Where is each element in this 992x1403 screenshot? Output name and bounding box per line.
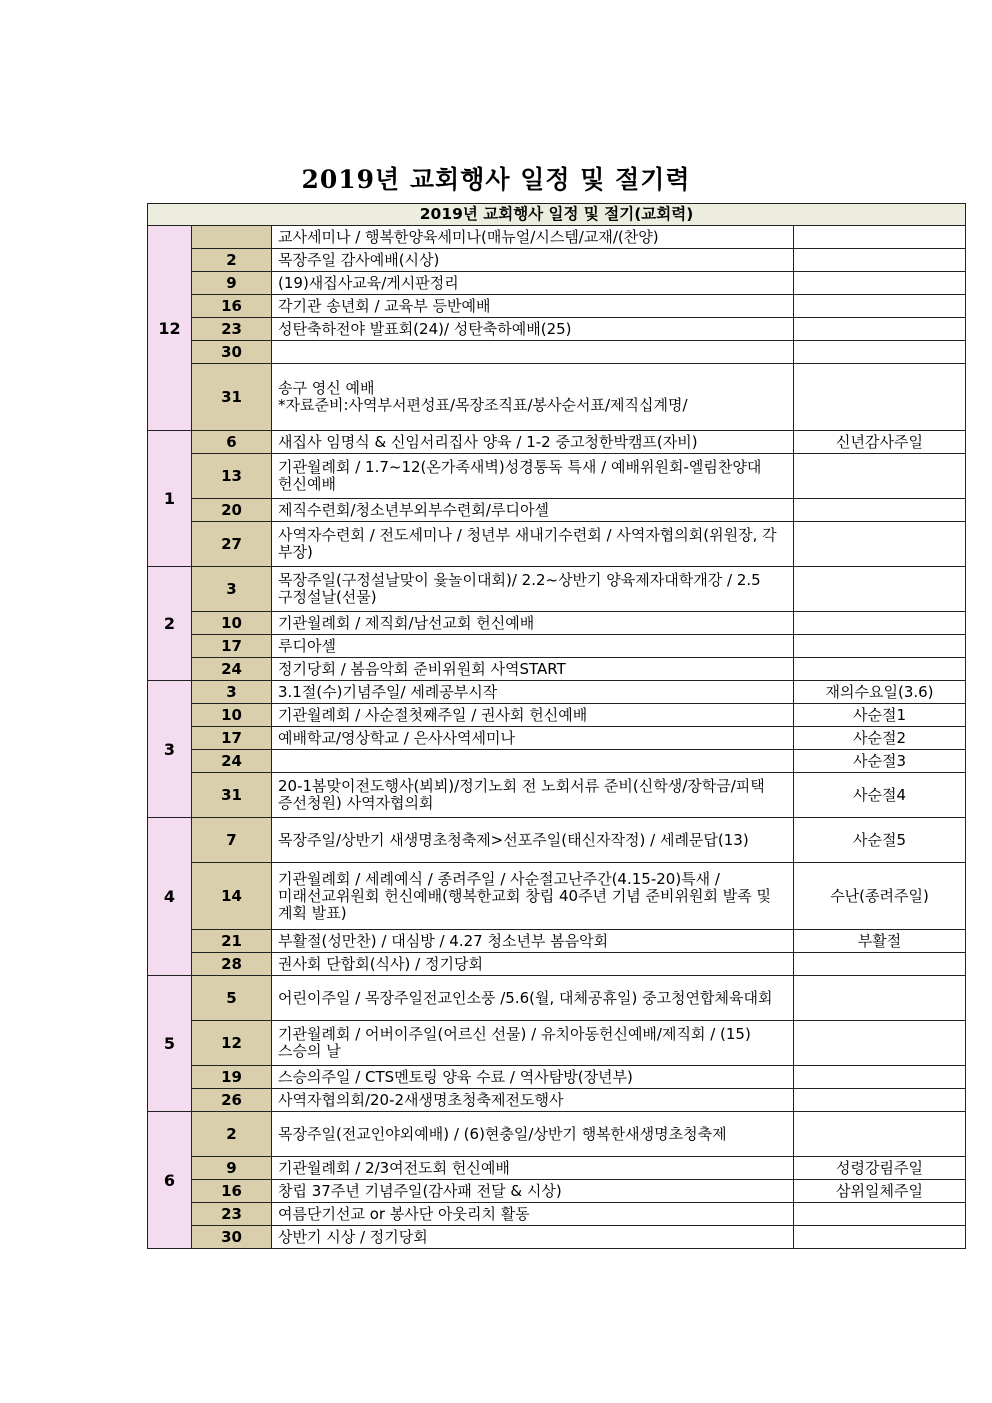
day-cell: 31 [192,364,272,431]
event-cell: 사역자협의회/20-2새생명초청축제전도행사 [272,1089,794,1112]
event-cell: 부활절(성만찬) / 대심방 / 4.27 청소년부 봄음악회 [272,930,794,953]
event-cell: 상반기 시상 / 정기당회 [272,1226,794,1249]
table-row [148,431,966,454]
event-cell: 루디아셀 [272,635,794,658]
table-row [148,953,966,976]
month-cell: 5 [148,976,192,1112]
table-row [148,1066,966,1089]
day-cell: 12 [192,1021,272,1066]
liturgical-note-cell [794,499,966,522]
event-cell [272,750,794,773]
liturgical-note-cell: 사순절5 [794,818,966,863]
schedule-table [147,203,966,1249]
event-cell: (19)새집사교육/게시판정리 [272,272,794,295]
liturgical-note-cell: 부활절 [794,930,966,953]
liturgical-note-cell [794,364,966,431]
event-cell: 여름단기선교 or 봉사단 아웃리치 활동 [272,1203,794,1226]
event-cell: 기관월례회 / 2/3여전도회 헌신예배 [272,1157,794,1180]
day-cell: 31 [192,773,272,818]
liturgical-note-cell [794,976,966,1021]
liturgical-note-cell [794,341,966,364]
liturgical-note-cell: 사순절2 [794,727,966,750]
day-cell: 23 [192,318,272,341]
month-cell: 12 [148,226,192,431]
liturgical-note-cell [794,1021,966,1066]
event-cell: 기관월례회 / 사순절첫째주일 / 권사회 헌신예배 [272,704,794,727]
month-cell: 2 [148,567,192,681]
event-cell: 기관월례회 / 1.7~12(온가족새벽)성경통독 특새 / 예배위원회-엘림찬양대 헌신예배 [272,454,794,499]
event-cell: 송구 영신 예배 *자료준비:사역부서편성표/목장조직표/봉사순서표/제직십계명/ [272,364,794,431]
liturgical-note-cell [794,567,966,612]
day-cell: 26 [192,1089,272,1112]
day-cell: 3 [192,567,272,612]
event-cell: 기관월례회 / 어버이주일(어르신 선물) / 유치아동헌신예배/제직회 / (15)스승의 날 [272,1021,794,1066]
table-row [148,226,966,249]
liturgical-note-cell [794,1203,966,1226]
day-cell: 24 [192,750,272,773]
day-cell: 9 [192,1157,272,1180]
day-cell: 17 [192,635,272,658]
day-cell: 24 [192,658,272,681]
event-cell: 기관월례회 / 세례예식 / 종려주일 / 사순절고난주간(4.15-20)특새 / 미래선교위원회 헌신예배(행복한교회 창립 40주년 기념 준비위원회 발족 및 계획 발표) [272,863,794,930]
table-row [148,818,966,863]
day-cell: 16 [192,295,272,318]
day-cell: 3 [192,681,272,704]
table-row [148,295,966,318]
liturgical-note-cell: 성령강림주일 [794,1157,966,1180]
event-cell: 사역자수련회 / 전도세미나 / 청년부 새내기수련회 / 사역자협의회(위원장, 각 부장) [272,522,794,567]
table-row [148,522,966,567]
event-cell [272,341,794,364]
event-cell: 목장주일/상반기 새생명초청축제>선포주일(태신자작정) / 세례문답(13) [272,818,794,863]
liturgical-note-cell [794,635,966,658]
liturgical-note-cell [794,658,966,681]
day-cell: 17 [192,727,272,750]
month-cell: 6 [148,1112,192,1249]
event-cell: 각기관 송년회 / 교육부 등반예배 [272,295,794,318]
liturgical-note-cell [794,1066,966,1089]
day-cell: 27 [192,522,272,567]
table-row [148,318,966,341]
table-row [148,1021,966,1066]
day-cell: 14 [192,863,272,930]
table-row [148,612,966,635]
liturgical-note-cell [794,522,966,567]
day-cell: 10 [192,612,272,635]
table-row [148,976,966,1021]
day-cell: 28 [192,953,272,976]
liturgical-note-cell: 삼위일체주일 [794,1180,966,1203]
table-row [148,750,966,773]
liturgical-note-cell [794,318,966,341]
liturgical-note-cell: 재의수요일(3.6) [794,681,966,704]
event-cell: 목장주일(전교인야외예배) / (6)현충일/상반기 행복한새생명초청축제 [272,1112,794,1157]
liturgical-note-cell: 사순절1 [794,704,966,727]
day-cell: 19 [192,1066,272,1089]
event-cell: 권사회 단합회(식사) / 정기당회 [272,953,794,976]
liturgical-note-cell [794,1112,966,1157]
day-cell: 5 [192,976,272,1021]
event-cell: 성탄축하전야 발표회(24)/ 성탄축하예배(25) [272,318,794,341]
table-header-row [148,204,966,226]
event-cell: 목장주일(구정설날맞이 윷놀이대회)/ 2.2~상반기 양육제자대학개강 / 2.5 구정설날(선물) [272,567,794,612]
liturgical-note-cell [794,953,966,976]
event-cell: 정기당회 / 봄음악회 준비위원회 사역START [272,658,794,681]
day-cell: 2 [192,1112,272,1157]
table-row [148,930,966,953]
day-cell: 9 [192,272,272,295]
day-cell: 30 [192,1226,272,1249]
table-row [148,1112,966,1157]
liturgical-note-cell [794,1089,966,1112]
table-row [148,499,966,522]
day-cell: 13 [192,454,272,499]
table-row [148,567,966,612]
event-cell: 3.1절(수)기념주일/ 세례공부시작 [272,681,794,704]
table-row [148,773,966,818]
table-row [148,635,966,658]
liturgical-note-cell [794,249,966,272]
day-cell: 10 [192,704,272,727]
event-cell: 교사세미나 / 행복한양육세미나(매뉴얼/시스템/교재/(찬양) [272,226,794,249]
month-cell: 1 [148,431,192,567]
event-cell: 새집사 임명식 & 신임서리집사 양육 / 1-2 중고청한박캠프(자비) [272,431,794,454]
liturgical-note-cell: 사순절4 [794,773,966,818]
day-cell: 2 [192,249,272,272]
table-row [148,658,966,681]
table-row [148,1226,966,1249]
event-cell: 목장주일 감사예배(시상) [272,249,794,272]
table-row [148,1089,966,1112]
liturgical-note-cell [794,295,966,318]
document-title: 2019년 교회행사 일정 및 절기력 [301,165,691,194]
event-cell: 20-1봄맞이전도행사(뵈뵈)/정기노회 전 노회서류 준비(신학생/장학금/피택 증선청원) 사역자협의회 [272,773,794,818]
table-row [148,341,966,364]
event-cell: 기관월례회 / 제직회/남선교회 헌신예배 [272,612,794,635]
table-row [148,249,966,272]
table-row [148,704,966,727]
liturgical-note-cell: 사순절3 [794,750,966,773]
event-cell: 창립 37주년 기념주일(감사패 전달 & 시상) [272,1180,794,1203]
liturgical-note-cell [794,612,966,635]
table-row [148,1180,966,1203]
table-row [148,1157,966,1180]
event-cell: 예배학교/영상학교 / 은사사역세미나 [272,727,794,750]
day-cell: 16 [192,1180,272,1203]
table-row [148,272,966,295]
day-cell: 6 [192,431,272,454]
table-row [148,454,966,499]
liturgical-note-cell: 신년감사주일 [794,431,966,454]
day-cell: 23 [192,1203,272,1226]
month-cell: 3 [148,681,192,818]
liturgical-note-cell [794,272,966,295]
table-header: 2019년 교회행사 일정 및 절기(교회력) [148,204,966,226]
event-cell: 어린이주일 / 목장주일전교인소풍 /5.6(월, 대체공휴일) 중고청연합체육대회 [272,976,794,1021]
table-row [148,727,966,750]
event-cell: 스승의주일 / CTS멘토링 양육 수료 / 역사탐방(장년부) [272,1066,794,1089]
month-cell: 4 [148,818,192,976]
table-row [148,1203,966,1226]
liturgical-note-cell [794,226,966,249]
table-row [148,681,966,704]
day-cell: 7 [192,818,272,863]
day-cell: 30 [192,341,272,364]
table-row [148,863,966,930]
liturgical-note-cell [794,454,966,499]
liturgical-note-cell: 수난(종려주일) [794,863,966,930]
event-cell: 제직수련회/청소년부외부수련회/루디아셀 [272,499,794,522]
schedule-body [148,226,966,1249]
table-row [148,364,966,431]
liturgical-note-cell [794,1226,966,1249]
day-cell [192,226,272,249]
day-cell: 21 [192,930,272,953]
day-cell: 20 [192,499,272,522]
